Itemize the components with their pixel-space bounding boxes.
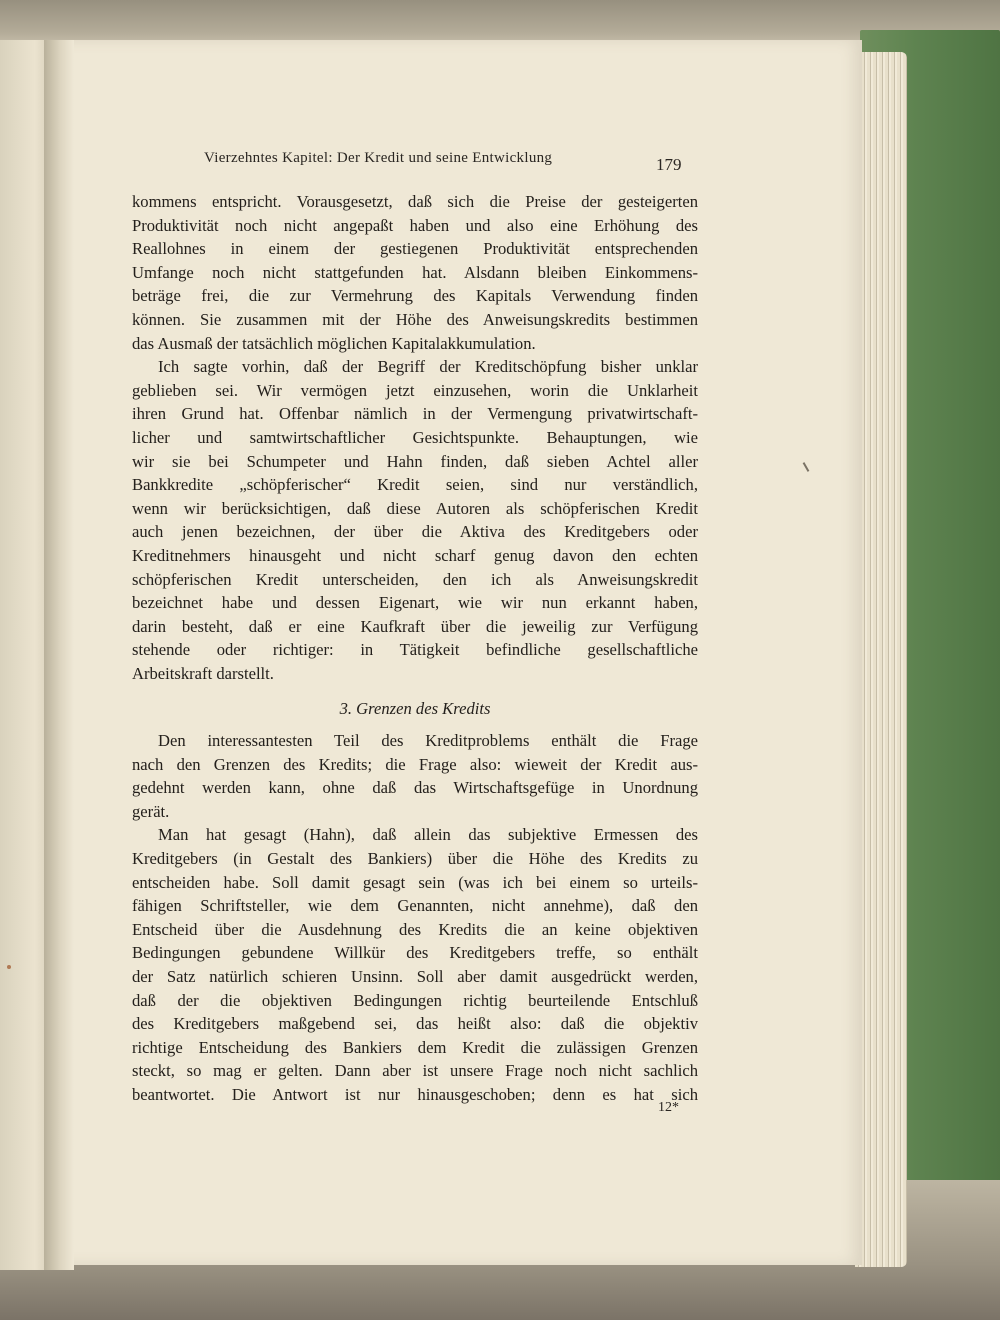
text-line: beträge frei, die zur Vermehrung des Kapitals Verwendung finden	[132, 286, 698, 306]
text-line: wenn wir berücksichtigen, daß diese Autoren als schöpferischen Kredit	[132, 498, 698, 518]
text-line: Bankkredite „schöpferischer“ Kredit seien, sind nur verständlich,	[132, 475, 698, 495]
text-line: Kreditnehmers hinausgeht und nicht scharf genug davon den echten	[132, 545, 698, 565]
text-line: Arbeitskraft darstellt.	[132, 663, 274, 683]
text-line: Entscheid über die Ausdehnung des Kredits die an keine objektiven	[132, 919, 698, 939]
text-line: wir sie bei Schumpeter und Hahn finden, daß sieben Achtel aller	[132, 451, 698, 471]
text-line: Produktivität noch nicht angepaßt haben und also eine Erhöhung des	[132, 215, 698, 235]
text-line: auch jenen bezeichnen, der über die Aktiva des Kreditgebers oder	[132, 522, 698, 542]
text-line: kommens entspricht. Vorausgesetzt, daß sich die Preise der gesteigerten	[132, 192, 698, 211]
text-line: gedehnt werden kann, ohne daß das Wirtschaftsgefüge in Unordnung	[132, 778, 698, 798]
text-line: Umfange noch nicht stattgefunden hat. Alsdann bleiben Einkommens-	[132, 262, 698, 282]
text-line: fähigen Schriftsteller, wie dem Genannten, nicht annehme), daß den	[132, 896, 698, 916]
signature-mark: 12*	[658, 1100, 679, 1115]
text-line: schöpferischen Kredit unterscheiden, den ich als Anweisungskredit	[132, 569, 698, 589]
text-line: darin besteht, daß er eine Kaufkraft über die jeweilig zur Verfügung	[132, 616, 698, 636]
text-line: Den interessantesten Teil des Kreditproblems enthält die Frage	[158, 731, 698, 751]
text-line: des Kreditgebers maßgebend sei, das heißt also: daß die objektiv	[132, 1014, 698, 1034]
text-line: bezeichnet habe und dessen Eigenart, wie wir nun erkannt haben,	[132, 593, 698, 613]
running-head: Vierzehntes Kapitel: Der Kredit und seine Entwicklung	[204, 150, 553, 166]
text-line: gerät.	[132, 801, 170, 821]
page-number: 179	[656, 155, 682, 174]
text-line: steckt, so mag er gelten. Dann aber ist unsere Frage noch nicht sachlich	[132, 1061, 698, 1081]
text-line: stehende oder richtiger: in Tätigkeit befindliche gesellschaftliche	[132, 640, 698, 660]
paper-spot	[7, 965, 11, 969]
book-gutter	[44, 40, 74, 1270]
text-line: das Ausmaß der tatsächlich möglichen Kapitalakkumulation.	[132, 333, 536, 353]
text-line: Kreditgebers (in Gestalt des Bankiers) über die Höhe des Kredits zu	[132, 849, 698, 869]
text-line: ihren Grund hat. Offenbar nämlich in der Vermengung privatwirtschaft-	[132, 404, 698, 424]
text-line: beantwortet. Die Antwort ist nur hinausgeschoben; denn es hat sich	[132, 1084, 698, 1104]
text-line: Bedingungen gebundene Willkür des Kreditgebers treffe, so enthält	[132, 943, 698, 963]
text-line: licher und samtwirtschaftlicher Gesichtspunkte. Behauptungen, wie	[132, 427, 698, 447]
text-line: Ich sagte vorhin, daß der Begriff der Kreditschöpfung bisher unklar	[158, 357, 698, 377]
text-line: der Satz natürlich schieren Unsinn. Soll aber damit ausgedrückt werden,	[132, 967, 698, 986]
text-line: können. Sie zusammen mit der Höhe des Anweisungskredits bestimmen	[132, 309, 698, 329]
text-line: geblieben sei. Wir vermögen jetzt einzusehen, worin die Unklarheit	[132, 380, 698, 400]
body-text	[132, 190, 698, 1107]
text-line: entscheiden habe. Soll damit gesagt sein (was ich bei einem so urteils-	[132, 872, 698, 892]
text-line: nach den Grenzen des Kredits; die Frage also: wieweit der Kredit aus-	[132, 754, 698, 774]
section-heading: 3. Grenzen des Kredits	[339, 699, 491, 719]
text-line: daß der die objektiven Bedingungen richtig beurteilende Entschluß	[132, 990, 698, 1010]
text-line: richtige Entscheidung des Bankiers dem Kredit die zulässigen Grenzen	[132, 1037, 698, 1057]
text-line: Reallohnes in einem der gestiegenen Produktivität entsprechenden	[132, 239, 698, 259]
text-line: Man hat gesagt (Hahn), daß allein das subjektive Ermessen des	[158, 825, 698, 845]
page-edges-stack	[855, 52, 907, 1267]
